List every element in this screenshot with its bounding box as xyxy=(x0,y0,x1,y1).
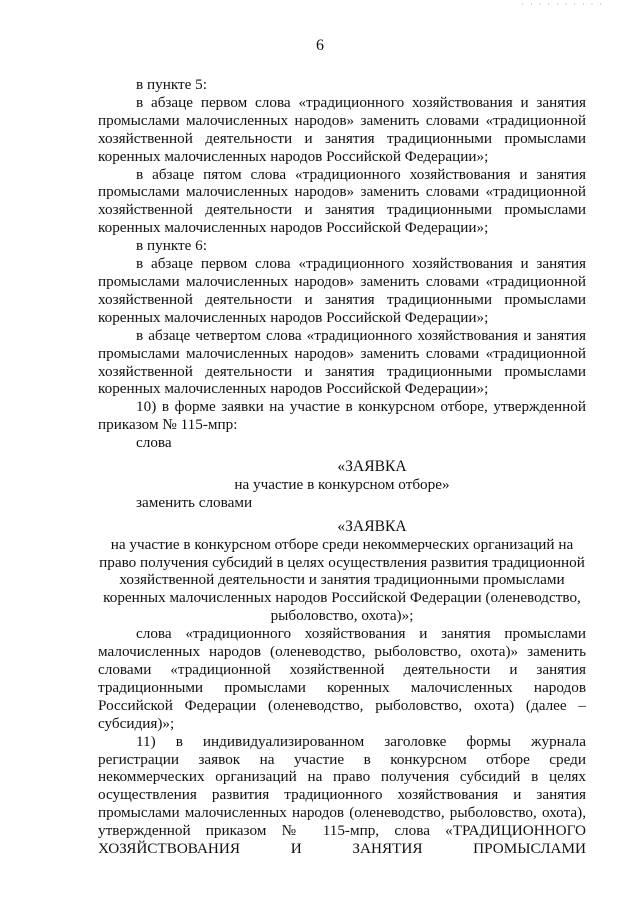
page-number: 6 xyxy=(316,37,324,54)
new-form-heading: «ЗАЯВКА xyxy=(337,517,407,535)
paragraph: в абзаце пятом слова «традиционного хозяйствования и занятия промыслами малочисленных народов» заменить словами «традиционной хозяйственной деятельности и занятия традиционными промыслами коренных малочисленных народов Российской Федерации»; xyxy=(98,165,586,237)
scan-artifact: · · · · · · · · · · xyxy=(521,0,604,9)
paragraph: в абзаце четвертом слова «традиционного хозяйствования и занятия промыслами малочисленных народов» заменить словами «традиционной хозяйственной деятельности и занятия традиционными промыслами коренных малочисленных народов Российской Федерации»; xyxy=(98,326,586,398)
paragraph: 10) в форме заявки на участие в конкурсном отборе, утвержденной приказом № 115-мпр: xyxy=(98,398,586,434)
old-form-heading: «ЗАЯВКА xyxy=(337,458,407,476)
paragraph: в абзаце первом слова «традиционного хозяйствования и занятия промыслами малочисленных народов» заменить словами «традиционной хозяйственной деятельности и занятия традиционными промыслами коренных малочисленных народов Российской Федерации»; xyxy=(98,255,586,326)
paragraph: в абзаце первом слова «традиционного хозяйствования и занятия промыслами малочисленных народов» заменить словами «традиционной хозяйственной деятельности и занятия традиционными промыслами коренных малочисленных народов Российской Федерации»; xyxy=(98,93,586,165)
new-form-subheading: на участие в конкурсном отборе среди некоммерческих организаций на право получения субсидий в целях осуществления развития традиционной хозяйственной деятельности и занятия традиционными промыслами коренных малочисленных народов Российской Федерации (оленеводство, рыболовство, охота)»; xyxy=(99,535,585,625)
paragraph: в пункте 5: xyxy=(136,76,207,93)
paragraph: 11) в индивидуализированном заголовке формы журнала регистрации заявок на участие в конкурсном отборе среди некоммерческих организаций на право получения субсидий в целях осуществления развития традиционного хозяйствования и занятия промыслами малочисленных народов (оленеводство, рыболовство, охота), утвержденной приказом № 115-мпр, слова «ТРАДИЦИОННОГО ХОЗЯЙСТВОВАНИЯ И ЗАНЯТИЯ ПРОМЫСЛАМИ xyxy=(98,732,586,858)
replace-phrase: заменить словами xyxy=(136,493,253,511)
old-form-subheading: на участие в конкурсном отборе» xyxy=(234,475,450,493)
paragraph: в пункте 6: xyxy=(136,237,207,255)
paragraph: слова xyxy=(136,434,172,452)
paragraph: слова «традиционного хозяйствования и занятия промыслами малочисленных народов (оленеводство, рыболовство, охота)» заменить словами «традиционной хозяйственной деятельности и занятия традиционными промыслами коренных малочисленных народов Российской Федерации (оленеводство, рыболовство, охота) (далее – субсидия)»; xyxy=(98,625,586,732)
document-body xyxy=(98,76,586,858)
